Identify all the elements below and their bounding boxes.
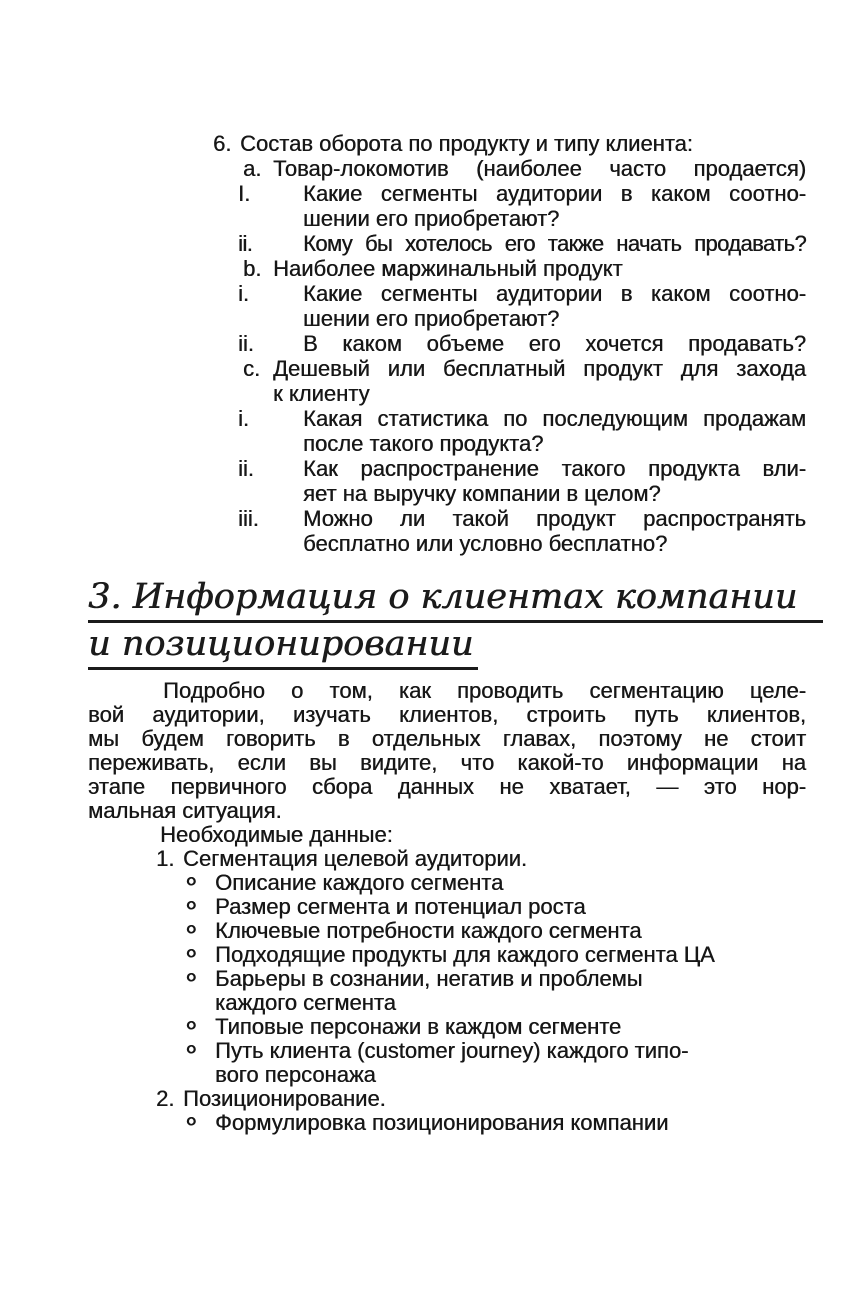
item-marker: ii.: [238, 456, 254, 481]
paragraph-line: переживать, если вы видите, что какой-то информации на: [88, 750, 806, 775]
list-line-text: Типовые персонажи в каждом сегменте: [215, 1014, 622, 1039]
bullet-icon: °: [185, 896, 197, 929]
bullet-icon: °: [185, 1016, 197, 1049]
list-line-text: Наиболее маржинальный продукт: [273, 256, 623, 281]
list-line-text: шении его приобретают?: [303, 206, 560, 231]
item-marker: a.: [243, 156, 262, 181]
list-line: [0, 1014, 806, 1049]
paragraph-line: Подробно о том, как проводить сегментацию целе-: [163, 678, 806, 703]
list-line-text: Какая статистика по последующим продажам: [303, 406, 806, 431]
list-line: [0, 156, 806, 181]
item-marker: 1.: [156, 846, 175, 871]
item-marker: 6.: [213, 131, 232, 156]
list-line-text: Состав оборота по продукту и типу клиента:: [240, 131, 693, 156]
bullet-icon: °: [185, 1112, 197, 1145]
list-line-text: после такого продукта?: [303, 431, 544, 456]
continued-list: [0, 131, 806, 556]
list-line: [0, 331, 806, 356]
list-line-text: Товар-локомотив (наиболее часто продается): [273, 156, 806, 181]
list-line-text: Ключевые потребности каждого сегмента: [215, 918, 642, 943]
list-line: [0, 356, 806, 381]
item-marker: i.: [238, 406, 249, 431]
heading-line-2: и позиционировании: [88, 621, 828, 668]
list-line: [0, 918, 806, 953]
paragraph: [0, 679, 806, 823]
list-line: [0, 991, 806, 1015]
list-line-text: Какие сегменты аудитории в каком соотно-: [303, 181, 806, 206]
list-line: [0, 1063, 806, 1087]
heading-line-1: 3. Информация о клиентах компании: [88, 574, 828, 621]
item-marker: i.: [238, 281, 249, 306]
list-line: [0, 870, 806, 905]
list-line-text: каждого сегмента: [215, 990, 396, 1015]
list-line: [0, 531, 806, 556]
list-line-text: шении его приобретают?: [303, 306, 560, 331]
list-line-text: Кому бы хотелось его также начать продавать?: [303, 231, 806, 256]
item-marker: 2.: [156, 1086, 175, 1111]
list-line: [0, 206, 806, 231]
list-line-text: Позиционирование.: [183, 1086, 386, 1111]
list-line-text: Можно ли такой продукт распространять: [303, 506, 806, 531]
item-marker: b.: [243, 256, 262, 281]
list-line: [0, 1087, 806, 1111]
list-line-text: Дешевый или бесплатный продукт для захода: [273, 356, 806, 381]
list-line: [0, 406, 806, 431]
list-line: [0, 1038, 806, 1073]
list-line-text: В каком объеме его хочется продавать?: [303, 331, 806, 356]
list-line: [0, 1110, 806, 1145]
list-line-text: Как распространение такого продукта вли-: [303, 456, 806, 481]
list-line-text: бесплатно или условно бесплатно?: [303, 531, 668, 556]
list-line-text: яет на выручку компании в целом?: [303, 481, 661, 506]
list-line-text: Путь клиента (customer journey) каждого типо-: [215, 1038, 689, 1063]
list-line-text: Размер сегмента и потенциал роста: [215, 894, 586, 919]
paragraph-line: этапе первичного сбора данных не хватает, — это нор-: [88, 774, 806, 799]
paragraph-line: вой аудитории, изучать клиентов, строить путь клиентов,: [88, 702, 806, 727]
list-line: [0, 894, 806, 929]
bullet-icon: °: [185, 1040, 197, 1073]
bullet-icon: °: [185, 920, 197, 953]
list-line: [0, 131, 806, 156]
item-marker: iii.: [238, 506, 259, 531]
list-line-text: Барьеры в сознании, негатив и проблемы: [215, 966, 643, 991]
item-marker: ii.: [238, 331, 254, 356]
item-marker: I.: [238, 181, 251, 206]
list-line-text: Подходящие продукты для каждого сегмента ЦА: [215, 942, 715, 967]
paragraph-line: мы будем говорить в отдельных главах, поэтому не стоит: [88, 726, 806, 751]
list-line: [0, 431, 806, 456]
list-line: [0, 306, 806, 331]
list-line: [0, 481, 806, 506]
list-line-text: Какие сегменты аудитории в каком соотно-: [303, 281, 806, 306]
bullet-icon: °: [185, 944, 197, 977]
section-heading: [88, 574, 828, 668]
list-line-text: к клиенту: [273, 381, 370, 406]
needed-data-label: Необходимые данные:: [160, 822, 393, 847]
item-marker: c.: [243, 356, 261, 381]
list-line: [0, 456, 806, 481]
item-marker: ii.: [238, 231, 253, 256]
list-line-text: Описание каждого сегмента: [215, 870, 504, 895]
paragraph-line: мальная ситуация.: [88, 798, 282, 823]
list-line: [0, 181, 806, 206]
list-line: [0, 847, 806, 871]
list-line-text: Формулировка позиционирования компании: [215, 1110, 669, 1135]
bullet-icon: °: [185, 968, 197, 1001]
list-line: [0, 256, 806, 281]
requirements-list: [0, 822, 806, 1145]
list-line: [0, 231, 806, 256]
list-line: [0, 942, 806, 977]
bullet-icon: °: [185, 872, 197, 905]
list-line-text: Сегментация целевой аудитории.: [183, 846, 528, 871]
list-line-text: вого персонажа: [215, 1062, 376, 1087]
list-line: [0, 281, 806, 306]
list-line: [0, 381, 806, 406]
list-line: [0, 506, 806, 531]
list-line: [0, 966, 806, 1001]
